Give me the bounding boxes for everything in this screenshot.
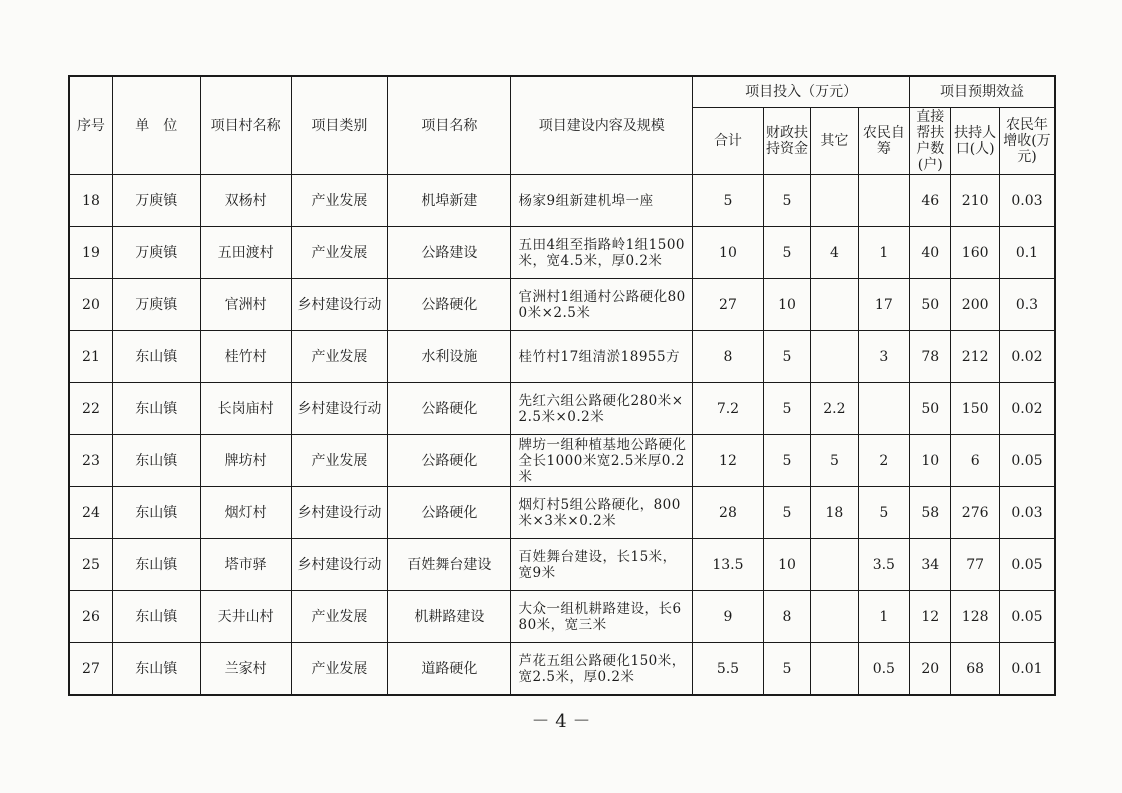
cell-other: 5 (811, 435, 858, 487)
cell-name: 水利设施 (388, 331, 511, 383)
header-fiscal: 财政扶持资金 (763, 108, 810, 175)
cell-village: 烟灯村 (200, 487, 291, 539)
cell-other: 2.2 (811, 383, 858, 435)
cell-farmer: 17 (858, 279, 909, 331)
cell-name: 公路硬化 (388, 435, 511, 487)
table-row (69, 435, 1055, 487)
cell-population: 212 (951, 331, 999, 383)
cell-farmer: 3.5 (858, 539, 909, 591)
cell-village: 牌坊村 (200, 435, 291, 487)
cell-population: 68 (951, 643, 999, 696)
cell-village: 双杨村 (200, 175, 291, 227)
cell-income: 0.01 (999, 643, 1055, 696)
cell-category: 产业发展 (291, 643, 388, 696)
cell-households: 46 (910, 175, 951, 227)
table-row (69, 331, 1055, 383)
cell-population: 200 (951, 279, 999, 331)
cell-seq: 26 (69, 591, 112, 643)
cell-other (811, 539, 858, 591)
cell-village: 兰家村 (200, 643, 291, 696)
cell-village: 官洲村 (200, 279, 291, 331)
cell-name: 公路硬化 (388, 487, 511, 539)
cell-fiscal: 5 (763, 331, 810, 383)
table-body (69, 175, 1055, 696)
cell-content: 官洲村1组通村公路硬化800米×2.5米 (511, 279, 693, 331)
cell-seq: 21 (69, 331, 112, 383)
cell-unit: 东山镇 (112, 383, 200, 435)
cell-category: 产业发展 (291, 435, 388, 487)
cell-village: 天井山村 (200, 591, 291, 643)
cell-total: 12 (693, 435, 764, 487)
cell-households: 50 (910, 279, 951, 331)
cell-name: 公路硬化 (388, 279, 511, 331)
cell-total: 7.2 (693, 383, 764, 435)
cell-households: 10 (910, 435, 951, 487)
cell-other: 18 (811, 487, 858, 539)
table-row (69, 643, 1055, 696)
cell-other (811, 591, 858, 643)
cell-other: 4 (811, 227, 858, 279)
cell-name: 机埠新建 (388, 175, 511, 227)
header-village: 项目村名称 (200, 76, 291, 175)
cell-population: 210 (951, 175, 999, 227)
cell-farmer (858, 383, 909, 435)
cell-content: 牌坊一组种植基地公路硬化全长1000米宽2.5米厚0.2米 (511, 435, 693, 487)
header-unit: 单 位 (112, 76, 200, 175)
cell-unit: 东山镇 (112, 487, 200, 539)
cell-income: 0.03 (999, 487, 1055, 539)
cell-village: 桂竹村 (200, 331, 291, 383)
cell-fiscal: 5 (763, 435, 810, 487)
cell-content: 桂竹村17组清淤18955方 (511, 331, 693, 383)
header-project-name: 项目名称 (388, 76, 511, 175)
table-row (69, 175, 1055, 227)
table-row (69, 279, 1055, 331)
cell-farmer: 0.5 (858, 643, 909, 696)
cell-other (811, 331, 858, 383)
cell-farmer: 2 (858, 435, 909, 487)
cell-category: 产业发展 (291, 591, 388, 643)
cell-population: 160 (951, 227, 999, 279)
cell-unit: 东山镇 (112, 591, 200, 643)
cell-category: 乡村建设行动 (291, 279, 388, 331)
cell-content: 杨家9组新建机埠一座 (511, 175, 693, 227)
header-other: 其它 (811, 108, 858, 175)
cell-total: 10 (693, 227, 764, 279)
table-row (69, 227, 1055, 279)
cell-other (811, 643, 858, 696)
cell-income: 0.02 (999, 383, 1055, 435)
cell-village: 长岗庙村 (200, 383, 291, 435)
cell-households: 78 (910, 331, 951, 383)
cell-village: 五田渡村 (200, 227, 291, 279)
cell-fiscal: 10 (763, 539, 810, 591)
table-row (69, 383, 1055, 435)
cell-fiscal: 5 (763, 487, 810, 539)
header-investment-group: 项目投入（万元） (693, 76, 910, 108)
cell-name: 百姓舞台建设 (388, 539, 511, 591)
cell-other (811, 175, 858, 227)
cell-farmer: 1 (858, 591, 909, 643)
cell-fiscal: 5 (763, 643, 810, 696)
cell-content: 芦花五组公路硬化150米，宽2.5米，厚0.2米 (511, 643, 693, 696)
cell-population: 276 (951, 487, 999, 539)
page-number: － 4 － (531, 711, 591, 732)
cell-income: 0.1 (999, 227, 1055, 279)
cell-farmer: 1 (858, 227, 909, 279)
cell-seq: 25 (69, 539, 112, 591)
cell-unit: 万庾镇 (112, 227, 200, 279)
cell-content: 先红六组公路硬化280米×2.5米×0.2米 (511, 383, 693, 435)
header-category: 项目类别 (291, 76, 388, 175)
cell-unit: 东山镇 (112, 539, 200, 591)
cell-total: 5.5 (693, 643, 764, 696)
cell-village: 塔市驿 (200, 539, 291, 591)
cell-farmer: 5 (858, 487, 909, 539)
header-total: 合计 (693, 108, 764, 175)
cell-households: 58 (910, 487, 951, 539)
cell-households: 40 (910, 227, 951, 279)
cell-content: 百姓舞台建设，长15米，宽9米 (511, 539, 693, 591)
cell-total: 27 (693, 279, 764, 331)
header-households: 直接帮扶户数(户) (910, 108, 951, 175)
cell-total: 9 (693, 591, 764, 643)
cell-total: 28 (693, 487, 764, 539)
cell-category: 产业发展 (291, 331, 388, 383)
table-row (69, 591, 1055, 643)
cell-category: 乡村建设行动 (291, 539, 388, 591)
cell-unit: 万庾镇 (112, 279, 200, 331)
cell-content: 大众一组机耕路建设，长680米，宽三米 (511, 591, 693, 643)
cell-category: 产业发展 (291, 227, 388, 279)
cell-households: 34 (910, 539, 951, 591)
cell-farmer (858, 175, 909, 227)
cell-income: 0.03 (999, 175, 1055, 227)
cell-total: 8 (693, 331, 764, 383)
cell-seq: 20 (69, 279, 112, 331)
cell-population: 6 (951, 435, 999, 487)
cell-other (811, 279, 858, 331)
cell-category: 乡村建设行动 (291, 383, 388, 435)
table-header (69, 76, 1055, 175)
cell-content: 五田4组至指路岭1组1500米，宽4.5米，厚0.2米 (511, 227, 693, 279)
cell-unit: 东山镇 (112, 331, 200, 383)
cell-population: 128 (951, 591, 999, 643)
cell-unit: 东山镇 (112, 643, 200, 696)
project-table (68, 75, 1056, 696)
cell-fiscal: 10 (763, 279, 810, 331)
cell-households: 12 (910, 591, 951, 643)
header-farmer: 农民自筹 (858, 108, 909, 175)
cell-name: 公路硬化 (388, 383, 511, 435)
cell-name: 机耕路建设 (388, 591, 511, 643)
cell-income: 0.05 (999, 539, 1055, 591)
cell-unit: 东山镇 (112, 435, 200, 487)
cell-name: 公路建设 (388, 227, 511, 279)
cell-seq: 19 (69, 227, 112, 279)
cell-households: 20 (910, 643, 951, 696)
cell-seq: 24 (69, 487, 112, 539)
header-population: 扶持人口(人) (951, 108, 999, 175)
header-benefit-group: 项目预期效益 (910, 76, 1055, 108)
header-seq: 序号 (69, 76, 112, 175)
cell-income: 0.02 (999, 331, 1055, 383)
header-income: 农民年增收(万元) (999, 108, 1055, 175)
cell-fiscal: 5 (763, 383, 810, 435)
cell-seq: 18 (69, 175, 112, 227)
cell-fiscal: 5 (763, 227, 810, 279)
cell-seq: 27 (69, 643, 112, 696)
header-content: 项目建设内容及规模 (511, 76, 693, 175)
cell-population: 77 (951, 539, 999, 591)
cell-unit: 万庾镇 (112, 175, 200, 227)
cell-total: 5 (693, 175, 764, 227)
cell-category: 乡村建设行动 (291, 487, 388, 539)
cell-total: 13.5 (693, 539, 764, 591)
cell-fiscal: 8 (763, 591, 810, 643)
cell-name: 道路硬化 (388, 643, 511, 696)
cell-income: 0.3 (999, 279, 1055, 331)
cell-farmer: 3 (858, 331, 909, 383)
table-row (69, 487, 1055, 539)
cell-households: 50 (910, 383, 951, 435)
table-row (69, 539, 1055, 591)
cell-content: 烟灯村5组公路硬化，800米×3米×0.2米 (511, 487, 693, 539)
cell-income: 0.05 (999, 435, 1055, 487)
cell-seq: 23 (69, 435, 112, 487)
cell-fiscal: 5 (763, 175, 810, 227)
cell-income: 0.05 (999, 591, 1055, 643)
cell-population: 150 (951, 383, 999, 435)
cell-seq: 22 (69, 383, 112, 435)
cell-category: 产业发展 (291, 175, 388, 227)
